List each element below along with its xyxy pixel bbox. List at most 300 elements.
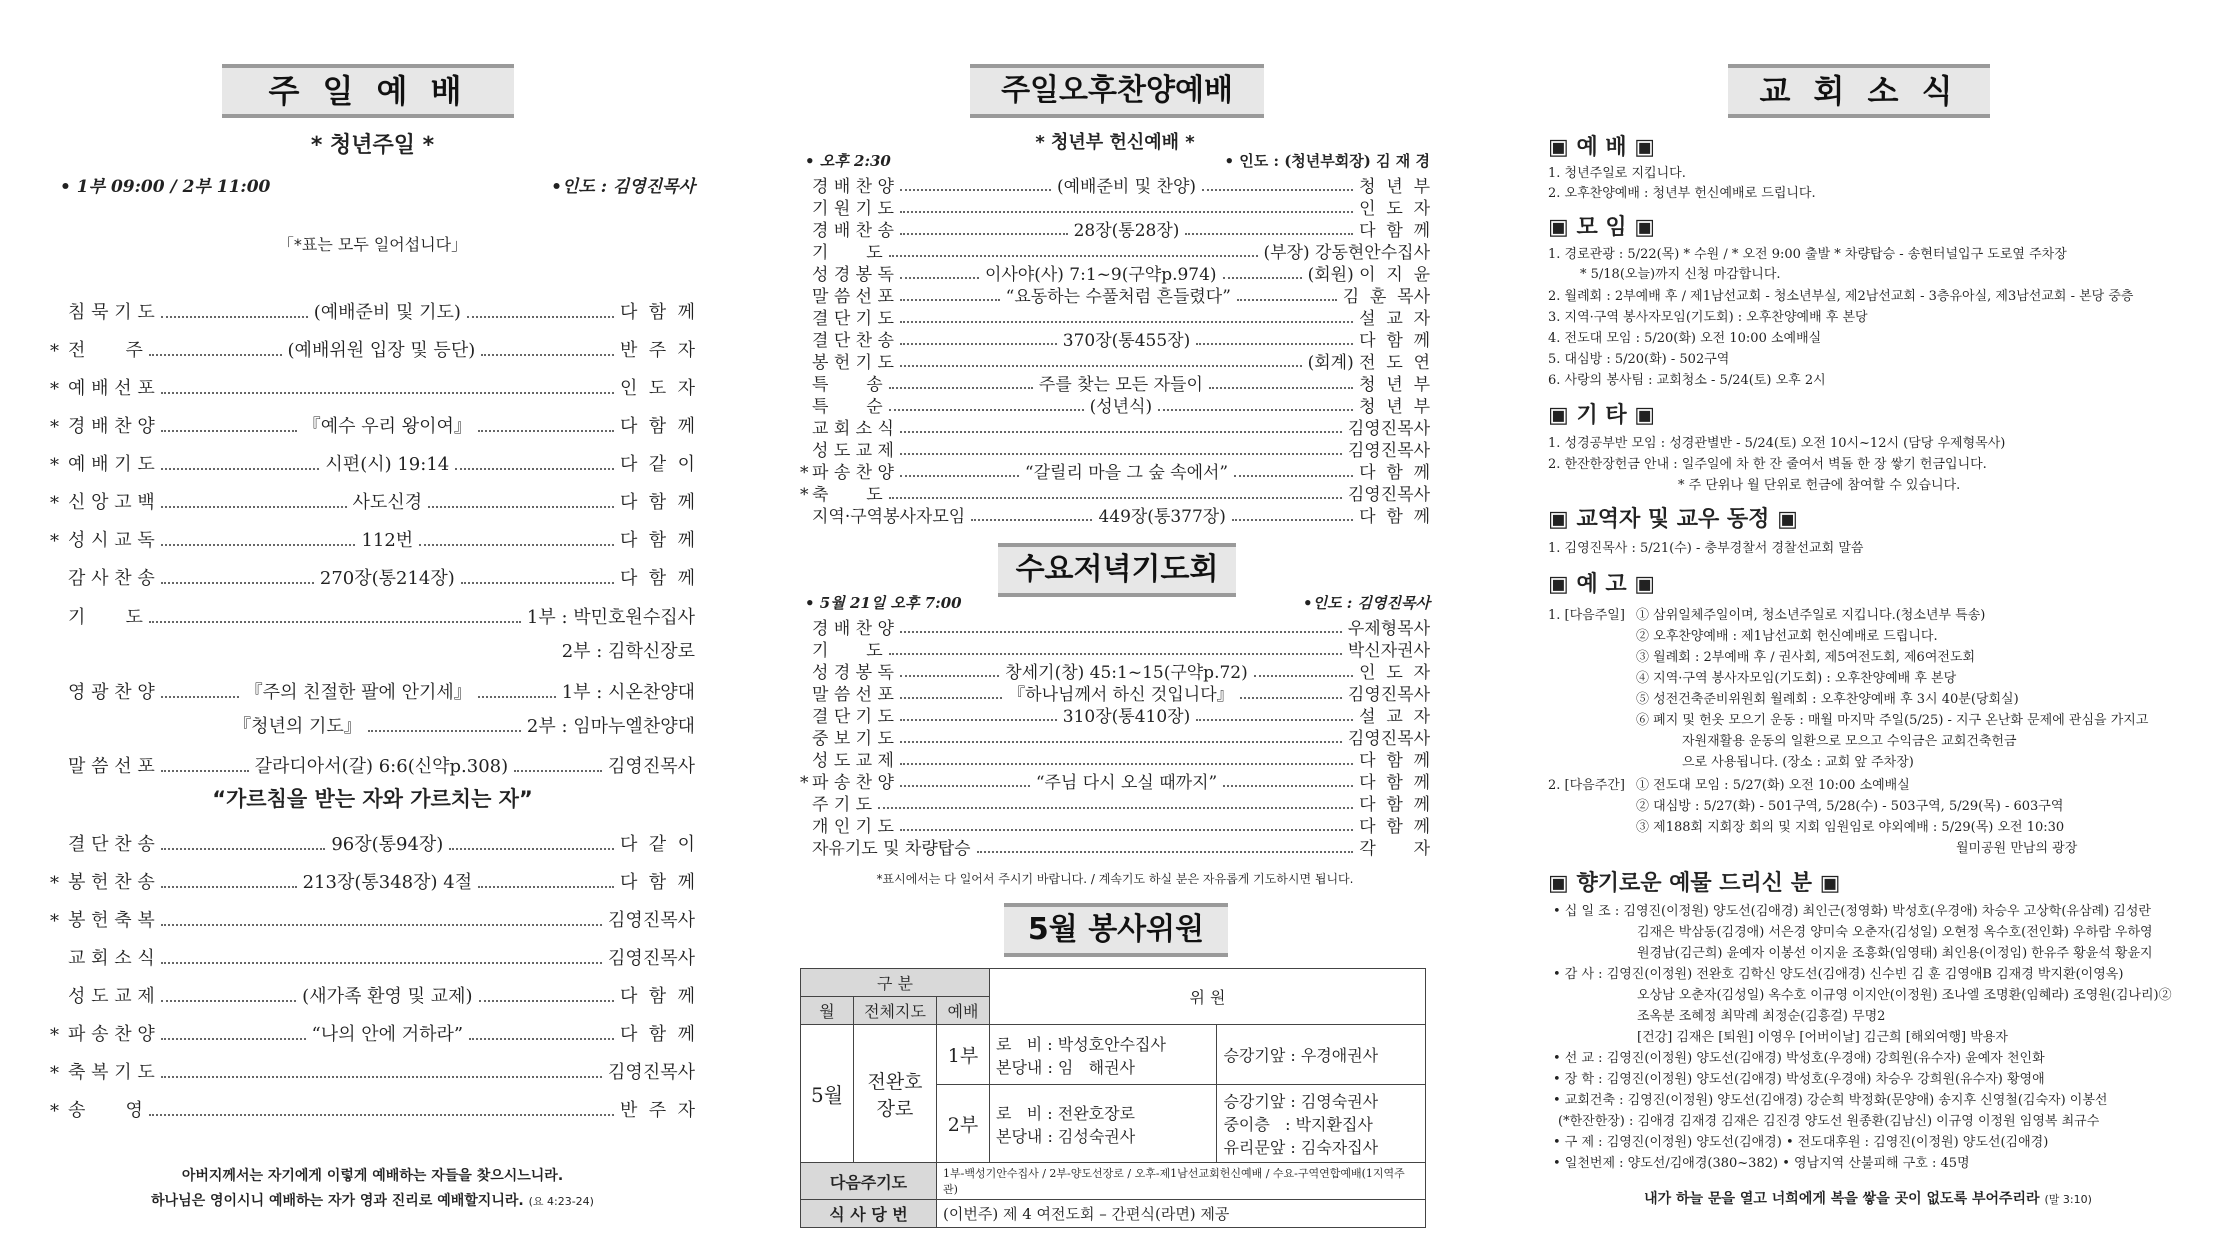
order-leader: 다 함 께 — [619, 872, 696, 893]
order-row — [800, 834, 1430, 859]
dot-leader — [449, 848, 614, 850]
order-leader: 인 도 자 — [1359, 663, 1431, 683]
order-row — [50, 944, 695, 970]
order-leader: 김 훈 목사 — [1342, 287, 1431, 307]
order-content: “나의 안에 거하라” — [311, 1024, 464, 1045]
standing-mark: * — [50, 493, 59, 514]
wednesday-prayer-time: • 5월 21일 오후 7:00 — [805, 594, 962, 612]
wednesday-note: *표시에서는 다 일어서 주시기 바랍니다. / 계속기도 하실 분은 자유롭게 기도하시면 됩니다. — [876, 872, 1354, 886]
second-service-right: 승강기앞 : 김영숙권사 중이층 : 박지환집사 유리문앞 : 김숙자집사 — [1217, 1085, 1426, 1163]
order-label: 축 도 — [812, 485, 883, 505]
notice-line: ⑤ 성전건축준비위원회 월례회 : 오후찬양예배 후 3시 40분(당회실) — [1636, 692, 2019, 707]
servant-region: 전완호 장로 — [854, 1025, 937, 1163]
order-label: 말 씀 선 포 — [812, 685, 894, 705]
order-label: 교 회 소 식 — [812, 419, 894, 439]
standing-mark: * — [50, 455, 59, 476]
dot-leader — [161, 582, 314, 584]
order-content: 270장(통214장) — [319, 568, 455, 589]
order-content: (새가족 환영 및 교제) — [302, 986, 473, 1007]
dot-leader — [889, 255, 1258, 257]
may-servants-title: 5월 봉사위원 — [1004, 903, 1228, 957]
etc-heading: ▣ 기 타 ▣ — [1548, 403, 1656, 428]
order-leader: 청 년 부 — [1359, 375, 1431, 395]
order-leader: 김영진목사 — [608, 910, 695, 931]
order-label: 주 기 도 — [812, 795, 873, 815]
order-content: 28장(통28장) — [1073, 221, 1180, 241]
closing-verse-ref: (요 4:23-24) — [528, 1195, 594, 1208]
dot-leader — [900, 741, 1342, 743]
order-leader: (회원) 이 지 윤 — [1307, 265, 1430, 285]
church-closing-ref: (말 3:10) — [2044, 1193, 2092, 1206]
dot-leader — [149, 354, 282, 356]
dot-leader — [467, 316, 614, 318]
standing-mark: * — [800, 463, 809, 483]
staff-heading: ▣ 교역자 및 교우 동정 ▣ — [1548, 507, 1798, 532]
dot-leader — [161, 1038, 306, 1040]
offering-line: (*한잔한장) : 김애경 김재경 김재은 김진경 양도선 원종환(김남신) 이규영 이정원 임영복 최규수 — [1558, 1114, 2100, 1129]
order-row — [50, 298, 695, 324]
dot-leader — [368, 730, 521, 732]
notice-line: ① 전도대 모임 : 5/27(화) 오전 10:00 소예배실 — [1636, 778, 1910, 793]
dot-leader — [900, 233, 1068, 235]
order-leader: 다 함 께 — [1359, 817, 1430, 837]
etc-item-2b: * 주 단위나 월 단위로 헌금에 참여할 수 있습니다. — [1678, 478, 1961, 493]
order-row — [50, 712, 695, 738]
order-label: 말 씀 선 포 — [812, 287, 894, 307]
order-leader: 김영진목사 — [608, 948, 695, 969]
order-row — [50, 637, 695, 663]
order-row — [50, 678, 695, 704]
dot-leader — [1223, 785, 1353, 787]
order-label: 성 도 교 제 — [812, 751, 894, 771]
dot-leader — [149, 621, 521, 623]
standing-mark: * — [50, 1101, 59, 1122]
servants-table — [800, 968, 1426, 1228]
offering-line: • 장 학 : 김영진(이정원) 양도선(김애경) 박성호(우경애) 차승우 강희원(유수자) 황영애 — [1553, 1072, 2045, 1087]
dot-leader — [461, 582, 614, 584]
sunday-worship-time: • 1부 09:00 / 2부 11:00 — [60, 177, 271, 197]
order-row — [50, 374, 695, 400]
dot-leader — [161, 316, 308, 318]
order-label: 파 송 찬 양 — [812, 463, 894, 483]
dot-leader — [900, 365, 1302, 367]
order-label: 지역·구역봉사자모임 — [812, 507, 966, 527]
standing-mark: * — [50, 379, 59, 400]
order-content: 『하나님께서 하신 것입니다』 — [1008, 685, 1234, 705]
meeting-item-1: 1. 경로관광 : 5/22(목) * 수원 / * 오전 9:00 출발 * 차량탑승 - 송현터널입구 도로옆 주차장 — [1548, 247, 2067, 262]
standing-mark: * — [50, 531, 59, 552]
order-label: 성 도 교 제 — [68, 986, 155, 1007]
order-leader: 다 같 이 — [619, 834, 695, 855]
etc-item-2: 2. 한잔한장헌금 안내 : 일주일에 차 한 잔 줄여서 벽돌 한 장 쌓기 헌금입니다. — [1548, 457, 1987, 472]
sunday-worship-subtitle: * 청년주일 * — [310, 133, 435, 158]
order-leader: 인 도 자 — [1359, 199, 1430, 219]
order-label: 성 도 교 제 — [812, 441, 894, 461]
dot-leader — [900, 211, 1353, 213]
order-row — [50, 982, 695, 1008]
dot-leader — [900, 763, 1353, 765]
order-row — [50, 752, 695, 778]
order-leader: (회계) 전 도 연 — [1307, 353, 1430, 373]
order-row — [50, 412, 695, 438]
order-content: 310장(통410장) — [1062, 707, 1191, 727]
second-service-label: 2부 — [937, 1085, 990, 1163]
order-leader: 김영진목사 — [608, 756, 695, 777]
dot-leader — [900, 189, 1051, 191]
order-leader: 다 함 께 — [1359, 773, 1431, 793]
next-prayer-value: 1부-백성기안수집사 / 2부-양도선장로 / 오후-제1남선교회헌신예배 / 수요-구역연합예배(1지역주관) — [937, 1163, 1426, 1200]
food-duty-label: 식 사 당 번 — [801, 1200, 937, 1228]
middle-column — [800, 0, 1430, 1240]
order-label: 경 배 찬 송 — [812, 221, 894, 241]
order-row — [50, 830, 695, 856]
offering-line: • 감 사 : 김영진(이정원) 전완호 김학신 양도선(김애경) 신수빈 김 훈 김영애B 김재경 박지환(이영옥) — [1553, 967, 2124, 982]
dot-leader — [1209, 387, 1353, 389]
dot-leader — [161, 392, 614, 394]
offering-line: 오상남 오춘자(김성일) 옥수호 이규영 이지안(이정원) 조나엘 조명환(임혜라) 조영원(김나리)② — [1637, 988, 2172, 1003]
order-leader: 1부 : 시온찬양대 — [561, 682, 695, 703]
notice-line: ① 삼위일체주일이며, 청소년주일로 지킵니다.(청소년부 특송) — [1636, 608, 1986, 623]
dot-leader — [900, 829, 1353, 831]
dot-leader — [1223, 277, 1302, 279]
dot-leader — [161, 886, 297, 888]
offering-heading: ▣ 향기로운 예물 드리신 분 ▣ — [1548, 871, 1841, 896]
standing-mark: * — [800, 773, 809, 793]
dot-leader — [478, 886, 614, 888]
order-content: “주님 다시 오실 때까지” — [1035, 773, 1218, 793]
wednesday-prayer-leader: •인도 : 김영진목사 — [1303, 594, 1430, 612]
dot-leader — [1196, 719, 1353, 721]
meeting-item-4: 4. 전도대 모임 : 5/20(화) 오전 10:00 소예배실 — [1548, 331, 1822, 346]
standing-mark: * — [50, 1025, 59, 1046]
dot-leader — [1185, 233, 1353, 235]
order-label: 기 도 — [68, 607, 143, 628]
notice-1-label: 1. [다음주일] — [1548, 608, 1625, 623]
dot-leader — [161, 924, 602, 926]
sunday-worship-leader: •인도 : 김영진목사 — [551, 177, 695, 197]
servant-month: 5월 — [801, 1025, 854, 1163]
first-service-label: 1부 — [937, 1025, 990, 1085]
header-members: 위 원 — [990, 969, 1426, 1025]
dot-leader — [900, 697, 1002, 699]
dot-leader — [1202, 189, 1353, 191]
dot-leader — [900, 299, 1000, 301]
order-content: (예배위원 입장 및 등단) — [287, 340, 476, 361]
notice-2-label: 2. [다음주간] — [1548, 778, 1625, 793]
order-content: 112번 — [361, 530, 414, 551]
order-content: “갈릴리 마을 그 숲 속에서” — [1024, 463, 1229, 483]
order-row — [800, 502, 1430, 527]
dot-leader — [889, 387, 1033, 389]
order-label: 기 도 — [812, 641, 883, 661]
order-label: 봉 헌 찬 송 — [68, 872, 155, 893]
order-row — [50, 526, 695, 552]
order-label: 파 송 찬 양 — [812, 773, 894, 793]
church-news-title: 교 회 소 식 — [1728, 64, 1990, 118]
dot-leader — [1158, 409, 1353, 411]
dot-leader — [478, 696, 556, 698]
order-leader: 다 함 께 — [1359, 463, 1431, 483]
dot-leader — [889, 409, 1084, 411]
dot-leader — [161, 430, 297, 432]
order-content: 이사야(사) 7:1~9(구약p.974) — [984, 265, 1217, 285]
order-content: 『예수 우리 왕이여』 — [302, 416, 472, 437]
order-label: 특 순 — [812, 397, 883, 417]
order-leader: 다 함 께 — [619, 302, 695, 323]
order-content: 사도신경 — [352, 492, 423, 513]
dot-leader — [900, 343, 1057, 345]
order-content: 370장(통455장) — [1062, 331, 1191, 351]
offering-line: • 교회건축 : 김영진(이정원) 양도선(김애경) 강순희 박정화(문양애) 송지후 신영철(김숙자) 이봉선 — [1553, 1093, 2108, 1108]
order-content: 주를 찾는 모든 자들이 — [1038, 375, 1203, 395]
dot-leader — [428, 506, 614, 508]
dot-leader — [455, 468, 614, 470]
order-content: 213장(통348장) 4절 — [302, 872, 473, 893]
dot-leader — [900, 675, 999, 677]
order-label: 자유기도 및 차량탑승 — [812, 839, 971, 859]
standing-mark: * — [50, 417, 59, 438]
order-label: 결 단 찬 송 — [812, 331, 894, 351]
dot-leader — [900, 321, 1353, 323]
standing-mark: * — [50, 1063, 59, 1084]
second-service-left: 로 비 : 전완호장로 본당내 : 김성숙권사 — [990, 1085, 1217, 1163]
dot-leader — [161, 544, 356, 546]
dot-leader — [161, 1076, 602, 1078]
meeting-item-1b: * 5/18(오늘)까지 신청 마감합니다. — [1580, 267, 1781, 282]
afternoon-worship-leader: • 인도 : (청년부회장) 김 재 경 — [1224, 152, 1430, 170]
first-service-right: 승강기앞 : 우경애권사 — [1217, 1025, 1426, 1085]
order-leader: 다 함 께 — [1359, 795, 1430, 815]
wednesday-prayer-title: 수요저녁기도회 — [998, 543, 1236, 597]
order-label: 경 배 찬 양 — [68, 416, 155, 437]
order-row — [50, 1096, 695, 1122]
order-label: 침 묵 기 도 — [68, 302, 155, 323]
meeting-heading: ▣ 모 임 ▣ — [1548, 215, 1656, 240]
order-label: 기 도 — [812, 243, 883, 263]
offering-line: • 십 일 조 : 김영진(이정원) 양도선(김애경) 최인근(정영화) 박성호(우경애) 차승우 고상학(유삼례) 김성란 — [1553, 904, 2151, 919]
first-service-left: 로 비 : 박성호안수집사 본당내 : 임 해권사 — [990, 1025, 1217, 1085]
dot-leader — [889, 497, 1342, 499]
order-content: 갈라디아서(갈) 6:6(신약p.308) — [254, 756, 509, 777]
etc-item-1: 1. 성경공부반 모임 : 성경관별반 - 5/24(토) 오전 10시~12시 (담당 우제형목사) — [1548, 436, 2006, 451]
order-leader: 청 년 부 — [1359, 397, 1430, 417]
order-label: 말 씀 선 포 — [68, 756, 155, 777]
notice-line: ② 오후찬양예배 : 제1남선교회 헌신예배로 드립니다. — [1636, 629, 1938, 644]
order-row — [50, 1020, 695, 1046]
order-content: “요동하는 수풀처럼 흔들렸다” — [1005, 287, 1231, 307]
dot-leader — [971, 519, 1092, 521]
order-label: 결 단 찬 송 — [68, 834, 155, 855]
order-leader: 다 함 께 — [1359, 751, 1430, 771]
order-label: 기 원 기 도 — [812, 199, 894, 219]
dot-leader — [1254, 675, 1353, 677]
order-label: 경 배 찬 양 — [812, 177, 894, 197]
order-label: 개 인 기 도 — [812, 817, 894, 837]
dot-leader — [161, 962, 602, 964]
order-leader: 김영진목사 — [1347, 729, 1430, 749]
dot-leader — [1240, 697, 1342, 699]
order-leader: 설 교 자 — [1359, 309, 1430, 329]
dot-leader — [161, 1000, 296, 1002]
order-row — [50, 906, 695, 932]
standing-mark: * — [50, 873, 59, 894]
order-leader: 다 함 께 — [619, 568, 696, 589]
dot-leader — [900, 631, 1342, 633]
order-row — [50, 488, 695, 514]
standing-mark: * — [50, 341, 59, 362]
order-label: 봉 헌 축 복 — [68, 910, 155, 931]
dot-leader — [900, 431, 1342, 433]
dot-leader — [900, 277, 979, 279]
order-content: (예배준비 및 기도) — [313, 302, 461, 323]
order-content: 『청년의 기도』 — [233, 716, 362, 737]
order-row — [50, 564, 695, 590]
header-service: 예배 — [937, 997, 990, 1025]
header-gubun: 구 분 — [801, 969, 990, 997]
order-leader: 다 함 께 — [1359, 507, 1430, 527]
worship-heading: ▣ 예 배 ▣ — [1548, 135, 1656, 160]
standing-mark: * — [800, 485, 809, 505]
order-row — [50, 1058, 695, 1084]
order-leader: 각 자 — [1359, 839, 1430, 859]
offering-line: [건강] 김재은 [퇴원] 이영우 [어버이날] 김근희 [해외여행] 박용자 — [1637, 1030, 2008, 1045]
offering-line: • 일천번제 : 양도선/김애경(380~382) • 영남지역 산불피해 구호 : 45명 — [1553, 1156, 1970, 1171]
order-content: 시편(시) 19:14 — [325, 454, 450, 475]
offering-line: 조옥분 조혜정 최막례 최정순(김흥걸) 무명2 — [1637, 1009, 1886, 1024]
meeting-item-5: 5. 대심방 : 5/20(화) - 502구역 — [1548, 352, 1730, 367]
dot-leader — [478, 430, 614, 432]
sunday-worship-column — [50, 0, 695, 1240]
dot-leader — [514, 770, 602, 772]
order-content: (예배준비 및 찬양) — [1057, 177, 1197, 197]
dot-leader — [481, 354, 614, 356]
dot-leader — [161, 468, 320, 470]
dot-leader — [900, 785, 1030, 787]
staff-item-1: 1. 김영진목사 : 5/21(수) - 충부경찰서 경찰선교회 말씀 — [1548, 541, 1864, 556]
order-label: 결 단 기 도 — [812, 309, 894, 329]
closing-verse-line-2: 하나님은 영이시니 예배하는 자가 영과 진리로 예배할지니라. — [151, 1193, 524, 1209]
offering-line: 김재은 박삼동(김경애) 서은경 양미숙 오춘자(김성일) 오현정 옥수호(전인화) 우하람 우하영 — [1637, 925, 2153, 940]
order-leader: 청 년 부 — [1359, 177, 1431, 197]
church-closing-verse: 내가 하늘 문을 열고 너희에게 복을 쌓을 곳이 없도록 부어주리라 — [1644, 1191, 2040, 1207]
order-leader: 김영진목사 — [1347, 685, 1431, 705]
sunday-worship-title: 주 일 예 배 — [222, 64, 514, 118]
dot-leader — [161, 696, 239, 698]
notice-line: ⑥ 폐지 및 헌옷 모으기 운동 : 매월 마지막 주일(5/25) - 지구 온난화 문제에 관심을 가지고 — [1636, 713, 2149, 728]
dot-leader — [1196, 343, 1353, 345]
afternoon-worship-title: 주일오후찬양예배 — [970, 64, 1264, 118]
worship-item-2: 2. 오후찬양예배 : 청년부 헌신예배로 드립니다. — [1548, 186, 1816, 201]
standing-mark: * — [50, 911, 59, 932]
closing-verse-line-1: 아버지께서는 자기에게 이렇게 예배하는 자들을 찾으시느니라. — [181, 1168, 564, 1184]
order-row — [50, 336, 695, 362]
notice-line: 으로 사용됩니다. (장소 : 교회 앞 주차장) — [1682, 755, 1914, 770]
dot-leader — [1232, 519, 1353, 521]
order-leader: 반 주 자 — [619, 1100, 695, 1121]
order-content: 『주의 친절한 팔에 안기세』 — [244, 682, 472, 703]
order-content: 창세기(창) 45:1~15(구약p.72) — [1005, 663, 1248, 683]
notice-heading: ▣ 예 고 ▣ — [1548, 572, 1656, 597]
order-label: 축 복 기 도 — [68, 1062, 155, 1083]
dot-leader — [1237, 299, 1337, 301]
order-label: 영 광 찬 양 — [68, 682, 155, 703]
order-label: 예 배 기 도 — [68, 454, 155, 475]
order-leader: 김영진목사 — [1347, 485, 1430, 505]
order-leader: 박신자권사 — [1347, 641, 1430, 661]
offering-line: • 선 교 : 김영진(이정원) 양도선(김애경) 박성호(우경애) 강희원(유수자) 윤예자 천인화 — [1553, 1051, 2045, 1066]
order-label: 성 경 봉 독 — [812, 265, 894, 285]
order-leader: 2부 : 김학신장로 — [561, 641, 695, 662]
header-region: 전체지도 — [854, 997, 937, 1025]
notice-line: ③ 제188회 지회장 회의 및 지회 임원임로 야외예배 : 5/29(목) 오전 10:30 — [1636, 820, 2065, 835]
dot-leader — [161, 506, 347, 508]
dot-leader — [977, 851, 1354, 853]
closing-verse-line-2-wrap — [50, 1190, 695, 1210]
sermon-title: “가르침을 받는 자와 가르치는 자” — [212, 787, 533, 811]
worship-item-1: 1. 청년주일로 지킵니다. — [1548, 166, 1686, 181]
dot-leader — [878, 807, 1353, 809]
order-label: 특 송 — [812, 375, 883, 395]
order-leader: 다 함 께 — [619, 986, 696, 1007]
dot-leader — [1234, 475, 1353, 477]
order-label: 파 송 찬 양 — [68, 1024, 155, 1045]
order-leader: 다 함 께 — [619, 492, 695, 513]
order-leader: 1부 : 박민호원수집사 — [526, 607, 695, 628]
afternoon-worship-subtitle: * 청년부 헌신예배 * — [1035, 132, 1195, 153]
dot-leader — [479, 1000, 614, 1002]
offering-line: • 구 제 : 김영진(이정원) 양도선(김애경) • 전도대후원 : 김영진(이정원) 양도선(김애경) — [1553, 1135, 2049, 1150]
order-leader: 김영진목사 — [1347, 419, 1430, 439]
order-leader: 우제형목사 — [1347, 619, 1430, 639]
order-row — [50, 603, 695, 629]
order-content: 96장(통94장) — [331, 834, 444, 855]
order-leader: 2부 : 임마누엘찬양대 — [526, 716, 695, 737]
order-label: 송 영 — [68, 1100, 143, 1121]
order-leader: 다 함 께 — [619, 416, 696, 437]
notice-line: 월미공원 만남의 광장 — [1956, 841, 2078, 856]
order-label: 예 배 선 포 — [68, 378, 155, 399]
order-label: 교 회 소 식 — [68, 948, 155, 969]
order-content: 449장(통377장) — [1098, 507, 1226, 527]
order-leader: 다 함 께 — [1359, 221, 1430, 241]
order-label: 감 사 찬 송 — [68, 568, 155, 589]
order-label: 성 경 봉 독 — [812, 663, 894, 683]
church-news-column — [1548, 0, 2188, 1240]
dot-leader — [900, 453, 1342, 455]
meeting-item-2: 2. 월례회 : 2부예배 후 / 제1남선교회 - 청소년부실, 제2남선교회 - 3층유아실, 제3남선교회 - 본당 중층 — [1548, 289, 2134, 304]
dot-leader — [419, 544, 614, 546]
order-leader: 반 주 자 — [619, 340, 695, 361]
notice-line: 자원재활용 운동의 일환으로 모으고 수익금은 교회건축헌금 — [1682, 734, 2017, 749]
next-prayer-label: 다음주기도 — [801, 1163, 937, 1200]
offering-line: 원경남(김근희) 윤예자 이봉선 이지윤 조흥화(임영태) 최인용(이정임) 한유주 황윤석 황윤지 — [1637, 946, 2153, 961]
meeting-item-3: 3. 지역·구역 봉사자모임(기도회) : 오후찬양예배 후 본당 — [1548, 310, 1868, 325]
order-label: 성 시 교 독 — [68, 530, 155, 551]
order-leader: 설 교 자 — [1359, 707, 1431, 727]
notice-line: ③ 월례회 : 2부예배 후 / 권사회, 제5여전도회, 제6여전도회 — [1636, 650, 1976, 665]
order-leader: 다 함 께 — [1359, 331, 1431, 351]
order-label: 전 주 — [68, 340, 143, 361]
notice-line: ④ 지역·구역 봉사자모임(기도회) : 오후찬양예배 후 본당 — [1636, 671, 1957, 686]
order-label: 신 앙 고 백 — [68, 492, 155, 513]
order-leader: 인 도 자 — [619, 378, 695, 399]
order-leader: 김영진목사 — [608, 1062, 695, 1083]
order-leader: 다 함 께 — [619, 1024, 696, 1045]
order-row — [50, 868, 695, 894]
notice-line: ② 대심방 : 5/27(화) - 501구역, 5/28(수) - 503구역, 5/29(목) - 603구역 — [1636, 799, 2064, 814]
dot-leader — [149, 1114, 614, 1116]
dot-leader — [161, 848, 326, 850]
